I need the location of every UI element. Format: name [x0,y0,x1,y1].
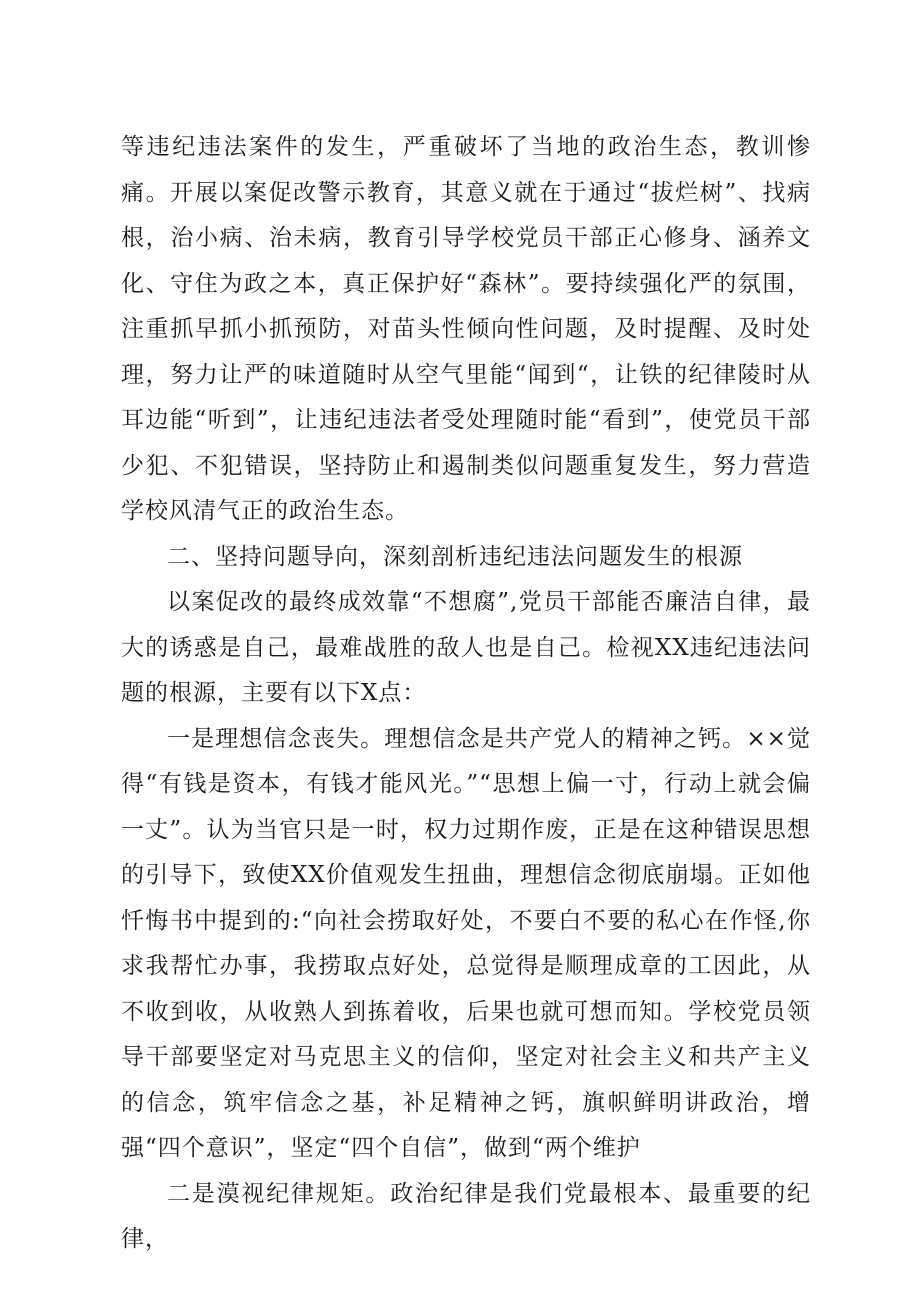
document-body [121,125,811,1263]
paragraph-point-one: 一是理想信念丧失。理想信念是共产党人的精神之钙。××觉得“有钱是资本，有钱才能风光。”“思想上偏一寸，行动上就会偏一丈”。认为当官只是一时，权力过期作废，正是在这种错误思想的引导下，致使XX价值观发生扭曲，理想信念彻底崩塌。正如他忏悔书中提到的:“向社会捞取好处，不要白不要的私心在作怪,你求我帮忙办事，我捞取点好处，总觉得是顺理成章的工因此，从不收到收，从收熟人到拣着收，后果也就可想而知。学校党员领导干部要坚定对马克思主义的信仰，坚定对社会主义和共产主义的信念，筑牢信念之基，补足精神之钙，旗帜鲜明讲政治，增强“四个意识”，坚定“四个自信”，做到“两个维护 [121,725,811,1161]
paragraph-point-two: 二是漠视纪律规矩。政治纪律是我们党最根本、最重要的纪律， [121,1180,811,1252]
paragraph-intro: 以案促改的最终成效靠“不想腐”,党员干部能否廉洁自律，最大的诱惑是自己，最难战胜的敌人也是自己。检视XX违纪违法问题的根源，主要有以下X点： [121,589,811,706]
paragraph-continuation: 等违纪违法案件的发生，严重破坏了当地的政治生态，教训惨痛。开展以案促改警示教育，其意义就在于通过“拔烂树”、找病根，治小病、治未病，教育引导学校党员干部正心修身、涵养文化、守住为政之本，真正保护好“森林”。要持续强化严的氛围，注重抓早抓小抓预防，对苗头性倾向性问题，及时提醒、及时处理，努力让严的味道随时从空气里能“闻到“，让铁的纪律陵时从耳边能“听到”，让违纪违法者受处理随时能“看到”，使党员干部少犯、不犯错误，坚持防止和遏制类似问题重复发生，努力营造学校风清气正的政治生态。 [121,134,811,524]
section-heading: 二、坚持问题导向，深刻剖析违纪违法问题发生的根源 [167,543,743,570]
